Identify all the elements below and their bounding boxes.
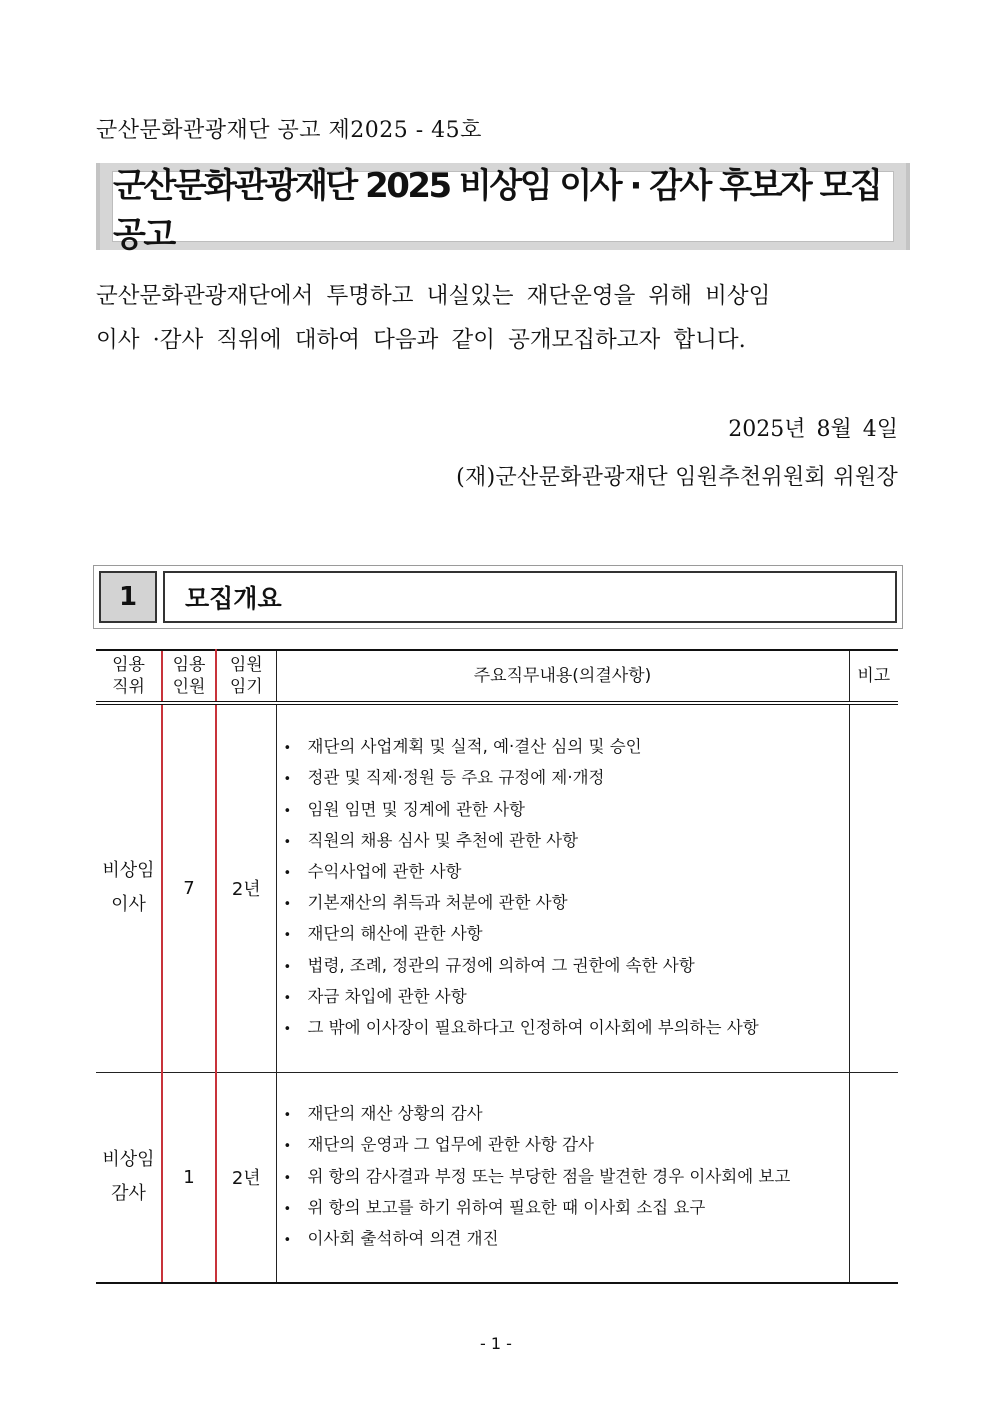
header-note: 비고 xyxy=(849,650,898,703)
duty-item xyxy=(284,1193,849,1224)
duty-item xyxy=(284,795,849,826)
cell-count: 1 xyxy=(162,1072,216,1283)
cell-duties xyxy=(276,1072,849,1283)
cell-duties xyxy=(276,703,849,1072)
header-position-line2: 직위 xyxy=(112,677,145,697)
header-position xyxy=(96,650,162,703)
duty-item xyxy=(284,826,849,857)
header-count-line1: 임용 xyxy=(172,655,206,675)
bullet-icon: • xyxy=(283,959,292,975)
position-line1: 비상임 xyxy=(102,860,155,882)
duty-text: 재단의 운영과 그 업무에 관한 사항 감사 xyxy=(307,1135,594,1155)
header-term-line1: 임원 xyxy=(229,655,263,675)
duty-text: 그 밖에 이사장이 필요하다고 인정하여 이사회에 부의하는 사항 xyxy=(307,1018,759,1038)
bullet-icon: • xyxy=(283,897,292,913)
bullet-icon: • xyxy=(283,1022,292,1038)
bullet-icon: • xyxy=(283,866,292,882)
duty-text: 재단의 해산에 관한 사항 xyxy=(307,924,483,944)
bullet-icon: • xyxy=(283,1139,292,1155)
bullet-icon: • xyxy=(283,772,292,788)
duty-list xyxy=(277,732,849,1044)
page-number: - 1 - xyxy=(480,1334,512,1353)
bullet-icon: • xyxy=(283,803,292,819)
bullet-icon: • xyxy=(283,834,292,850)
duty-list xyxy=(277,1099,849,1255)
cell-note xyxy=(849,1072,898,1283)
duty-text: 자금 차입에 관한 사항 xyxy=(307,986,467,1006)
cell-position xyxy=(96,1072,162,1283)
intro-paragraph xyxy=(96,274,898,362)
cell-term: 2년 xyxy=(216,1072,276,1283)
duty-item xyxy=(284,1099,849,1130)
duty-item xyxy=(284,857,849,888)
duty-text: 직원의 채용 심사 및 추천에 관한 사항 xyxy=(307,830,579,850)
table-row-director xyxy=(96,703,898,1072)
notice-date: 2025년 8월 4일 xyxy=(728,417,898,442)
duty-item xyxy=(284,982,849,1013)
table-row-auditor xyxy=(96,1072,898,1283)
cell-count: 7 xyxy=(162,703,216,1072)
cell-position xyxy=(96,703,162,1072)
header-duties: 주요직무내용(의결사항) xyxy=(276,650,849,703)
page-title: 군산문화관광재단 2025 비상임 이사 · 감사 후보자 모집공고 xyxy=(113,165,881,255)
duty-text: 재단의 사업계획 및 실적, 예·결산 심의 및 승인 xyxy=(307,737,642,757)
duty-item xyxy=(284,888,849,919)
duty-item xyxy=(284,732,849,763)
header-count-line2: 인원 xyxy=(172,677,206,697)
duty-item xyxy=(284,1013,849,1044)
duty-text: 법령, 조례, 정관의 규정에 의하여 그 권한에 속한 사항 xyxy=(307,955,695,975)
header-term-line2: 임기 xyxy=(229,677,263,697)
duty-text: 기본재산의 취득과 처분에 관한 사항 xyxy=(307,893,568,913)
duty-text: 수익사업에 관한 사항 xyxy=(307,862,462,882)
header-position-line1: 임용 xyxy=(112,655,145,675)
bullet-icon: • xyxy=(283,928,292,944)
section-header xyxy=(93,565,903,629)
duty-text: 임원 임면 및 징계에 관한 사항 xyxy=(307,799,525,819)
duty-text: 위 항의 보고를 하기 위하여 필요한 때 이사회 소집 요구 xyxy=(307,1197,706,1217)
title-banner xyxy=(96,163,910,255)
intro-line-1: 군산문화관광재단에서 투명하고 내실있는 재단운영을 위해 비상임 xyxy=(96,283,771,309)
duty-text: 이사회 출석하여 의견 개진 xyxy=(307,1229,499,1249)
duty-text: 위 항의 감사결과 부정 또는 부당한 점을 발견한 경우 이사회에 보고 xyxy=(307,1166,791,1186)
bullet-icon: • xyxy=(283,990,292,1006)
bullet-icon: • xyxy=(283,1170,292,1186)
duty-item xyxy=(284,919,849,950)
duty-item xyxy=(284,1130,849,1161)
header-count xyxy=(162,650,216,703)
cell-term: 2년 xyxy=(216,703,276,1072)
duty-item xyxy=(284,763,849,794)
section-title: 모집개요 xyxy=(163,571,897,623)
duty-item xyxy=(284,1224,849,1255)
bullet-icon: • xyxy=(283,741,292,757)
notice-number: 군산문화관광재단 공고 제2025 - 45호 xyxy=(96,118,482,143)
title-inner-box xyxy=(112,165,894,255)
duty-text: 재단의 재산 상황의 감사 xyxy=(307,1104,483,1124)
position-line1: 비상임 xyxy=(102,1149,155,1171)
bullet-icon: • xyxy=(283,1201,292,1217)
bullet-icon: • xyxy=(283,1233,292,1249)
header-term xyxy=(216,650,276,703)
duty-item xyxy=(284,951,849,982)
bullet-icon: • xyxy=(283,1108,292,1124)
duty-text: 정관 및 직제·정원 등 주요 규정에 제·개정 xyxy=(307,768,605,788)
signer: (재)군산문화관광재단 임원추천위원회 위원장 xyxy=(456,465,898,490)
duty-item xyxy=(284,1162,849,1193)
cell-note xyxy=(849,703,898,1072)
intro-line-2: 이사 ·감사 직위에 대하여 다음과 같이 공개모집하고자 합니다. xyxy=(96,327,746,353)
position-line2: 이사 xyxy=(111,894,146,916)
section-number: 1 xyxy=(99,571,157,623)
recruitment-table xyxy=(96,649,898,1284)
position-line2: 감사 xyxy=(111,1183,146,1205)
table-header-row xyxy=(96,650,898,703)
